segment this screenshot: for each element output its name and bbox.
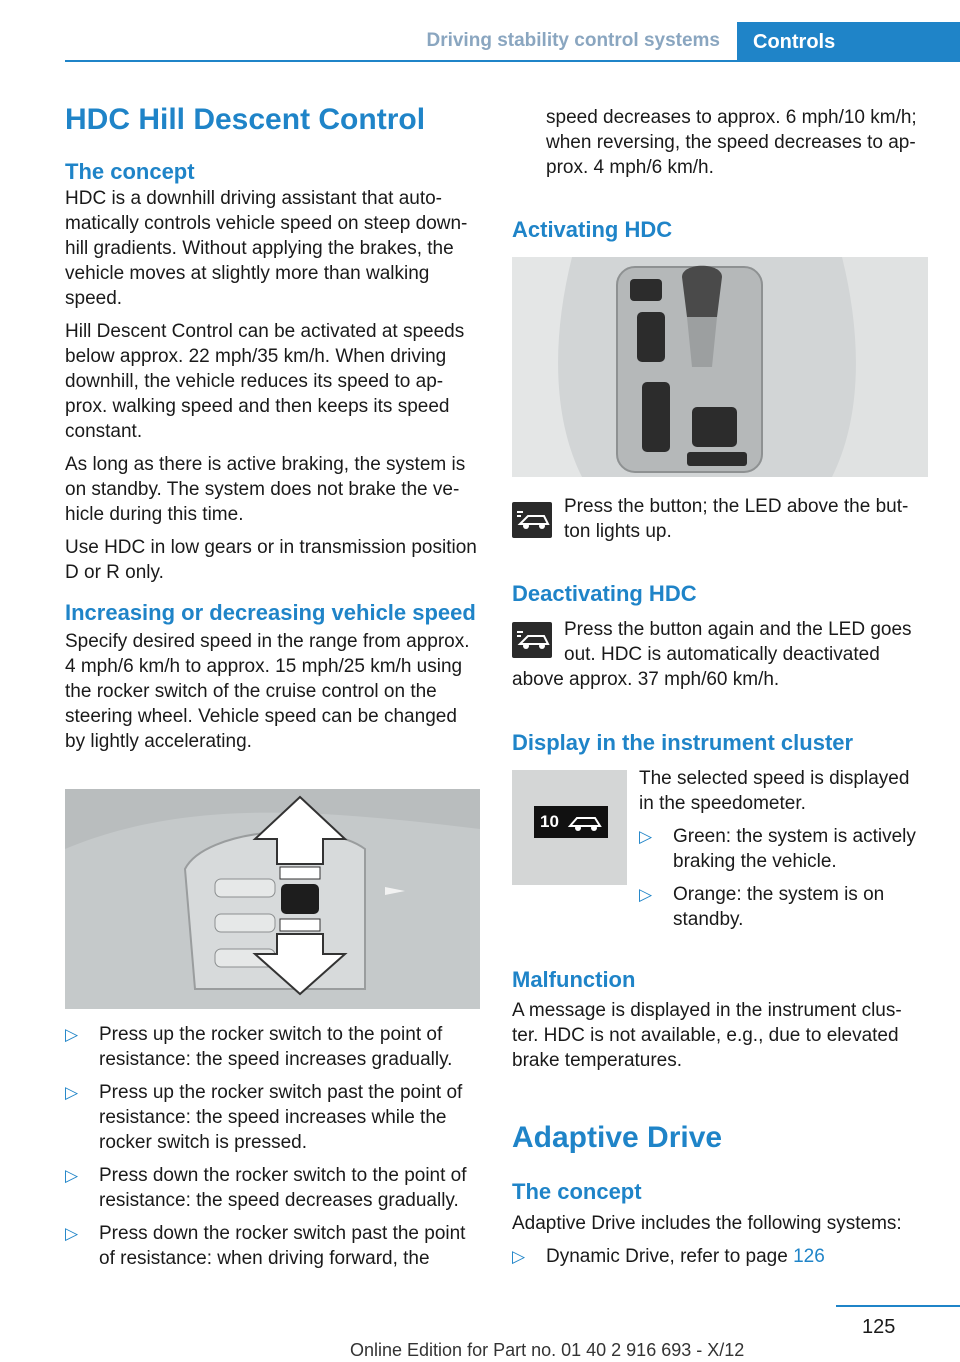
concept-paragraph-3: As long as there is active braking, the system is on standby. The system does not brake the ve- hicle during this time.	[65, 454, 466, 525]
steering-wheel-rocker-switch-image	[65, 789, 480, 1009]
concept-paragraph-4: Use HDC in low gears or in transmission position D or R only.	[65, 537, 477, 583]
deactivating-text-cont: above approx. 37 mph/60 km/h.	[512, 669, 780, 690]
center-console-hdc-button-image	[512, 257, 928, 477]
bullet-triangle-icon: ▷	[65, 1083, 79, 1102]
page-link[interactable]: 126	[793, 1246, 825, 1267]
list-item: ▷ Press down the rocker switch to the point of resistance: the speed decreases gradually.	[65, 1165, 467, 1211]
speed-heading: Increasing or decreasing vehicle speed	[65, 600, 476, 625]
hdc-button-icon	[512, 502, 552, 538]
list-item: ▷ Press down the rocker switch past the point of resistance: when driving forward, the	[65, 1223, 466, 1269]
bullet-triangle-icon: ▷	[65, 1025, 79, 1044]
activating-text: Press the button; the LED above the but- ton lights up.	[564, 496, 909, 542]
display-speed-value: 10	[540, 812, 559, 831]
list-item: ▷ Press up the rocker switch to the point of resistance: the speed increases gradually.	[65, 1024, 453, 1070]
page-title: HDC Hill Descent Control	[65, 103, 426, 136]
display-heading: Display in the instrument cluster	[512, 730, 854, 755]
header-tab-label: Controls	[753, 31, 836, 53]
bullet-triangle-icon: ▷	[512, 1247, 526, 1266]
list-item: ▷ Press up the rocker switch past the point of resistance: the speed increases while the rocker switch is pressed.	[65, 1082, 463, 1153]
speed-paragraph: Specify desired speed in the range from approx. 4 mph/6 km/h to approx. 15 mph/25 km/h using the rocker switch of the cruise control on the steering wheel. Vehicle speed can be changed by lightly accelerating.	[65, 631, 470, 752]
bullet-triangle-icon: ▷	[639, 827, 653, 846]
adaptive-concept-heading: The concept	[512, 1179, 642, 1204]
header-rule	[65, 60, 960, 62]
bullet-triangle-icon: ▷	[639, 885, 653, 904]
deactivating-heading: Deactivating HDC	[512, 581, 697, 606]
header-chapter-tab	[737, 22, 960, 62]
left-column	[65, 102, 485, 754]
concept-heading: The concept	[65, 159, 195, 184]
activating-heading: Activating HDC	[512, 217, 673, 242]
speedometer-hdc-display-image	[512, 770, 627, 885]
malfunction-text: A message is displayed in the instrument clus- ter. HDC is not available, e.g., due to elevated brake temperatures.	[512, 1000, 902, 1071]
page-number: 125	[862, 1316, 896, 1338]
rocker-instructions-list	[65, 1022, 485, 1271]
display-text: The selected speed is displayed in the speedometer.	[639, 768, 910, 814]
footer-rule	[836, 1305, 960, 1307]
list-item: ▷ Orange: the system is on standby.	[639, 884, 885, 930]
adaptive-drive-title: Adaptive Drive	[512, 1121, 723, 1154]
hdc-button-icon	[512, 622, 552, 658]
bullet-triangle-icon: ▷	[65, 1166, 79, 1185]
display-bullets	[639, 824, 939, 932]
adaptive-text: Adaptive Drive includes the following systems:	[512, 1213, 902, 1234]
adaptive-bullet-text: Dynamic Drive, refer to page	[546, 1246, 794, 1267]
bullet-triangle-icon: ▷	[65, 1224, 79, 1243]
concept-paragraph-1: HDC is a downhill driving assistant that auto- matically controls vehicle speed on steep down- hill gradients. Without applying the brakes, the vehicle moves at slightly more than walking speed.	[65, 188, 468, 309]
header-section-title: Driving stability control systems	[426, 30, 720, 51]
deactivating-text: Press the button again and the LED goes out. HDC is automatically deactivated	[564, 619, 912, 665]
concept-paragraph-2: Hill Descent Control can be activated at speeds below approx. 22 mph/35 km/h. When driving downhill, the vehicle reduces its speed to ap- prox. walking speed and then keeps its speed constant.	[65, 321, 465, 442]
malfunction-heading: Malfunction	[512, 967, 636, 992]
hdc-display-icon	[534, 806, 608, 838]
footer-edition: Online Edition for Part no. 01 40 2 916 693 - X/12	[350, 1340, 745, 1360]
list-item: ▷ Green: the system is actively braking the vehicle.	[639, 826, 916, 872]
list-item	[512, 1244, 960, 1269]
continued-text: speed decreases to approx. 6 mph/10 km/h; when reversing, the speed decreases to ap- prox. 4 mph/6 km/h.	[546, 107, 917, 178]
